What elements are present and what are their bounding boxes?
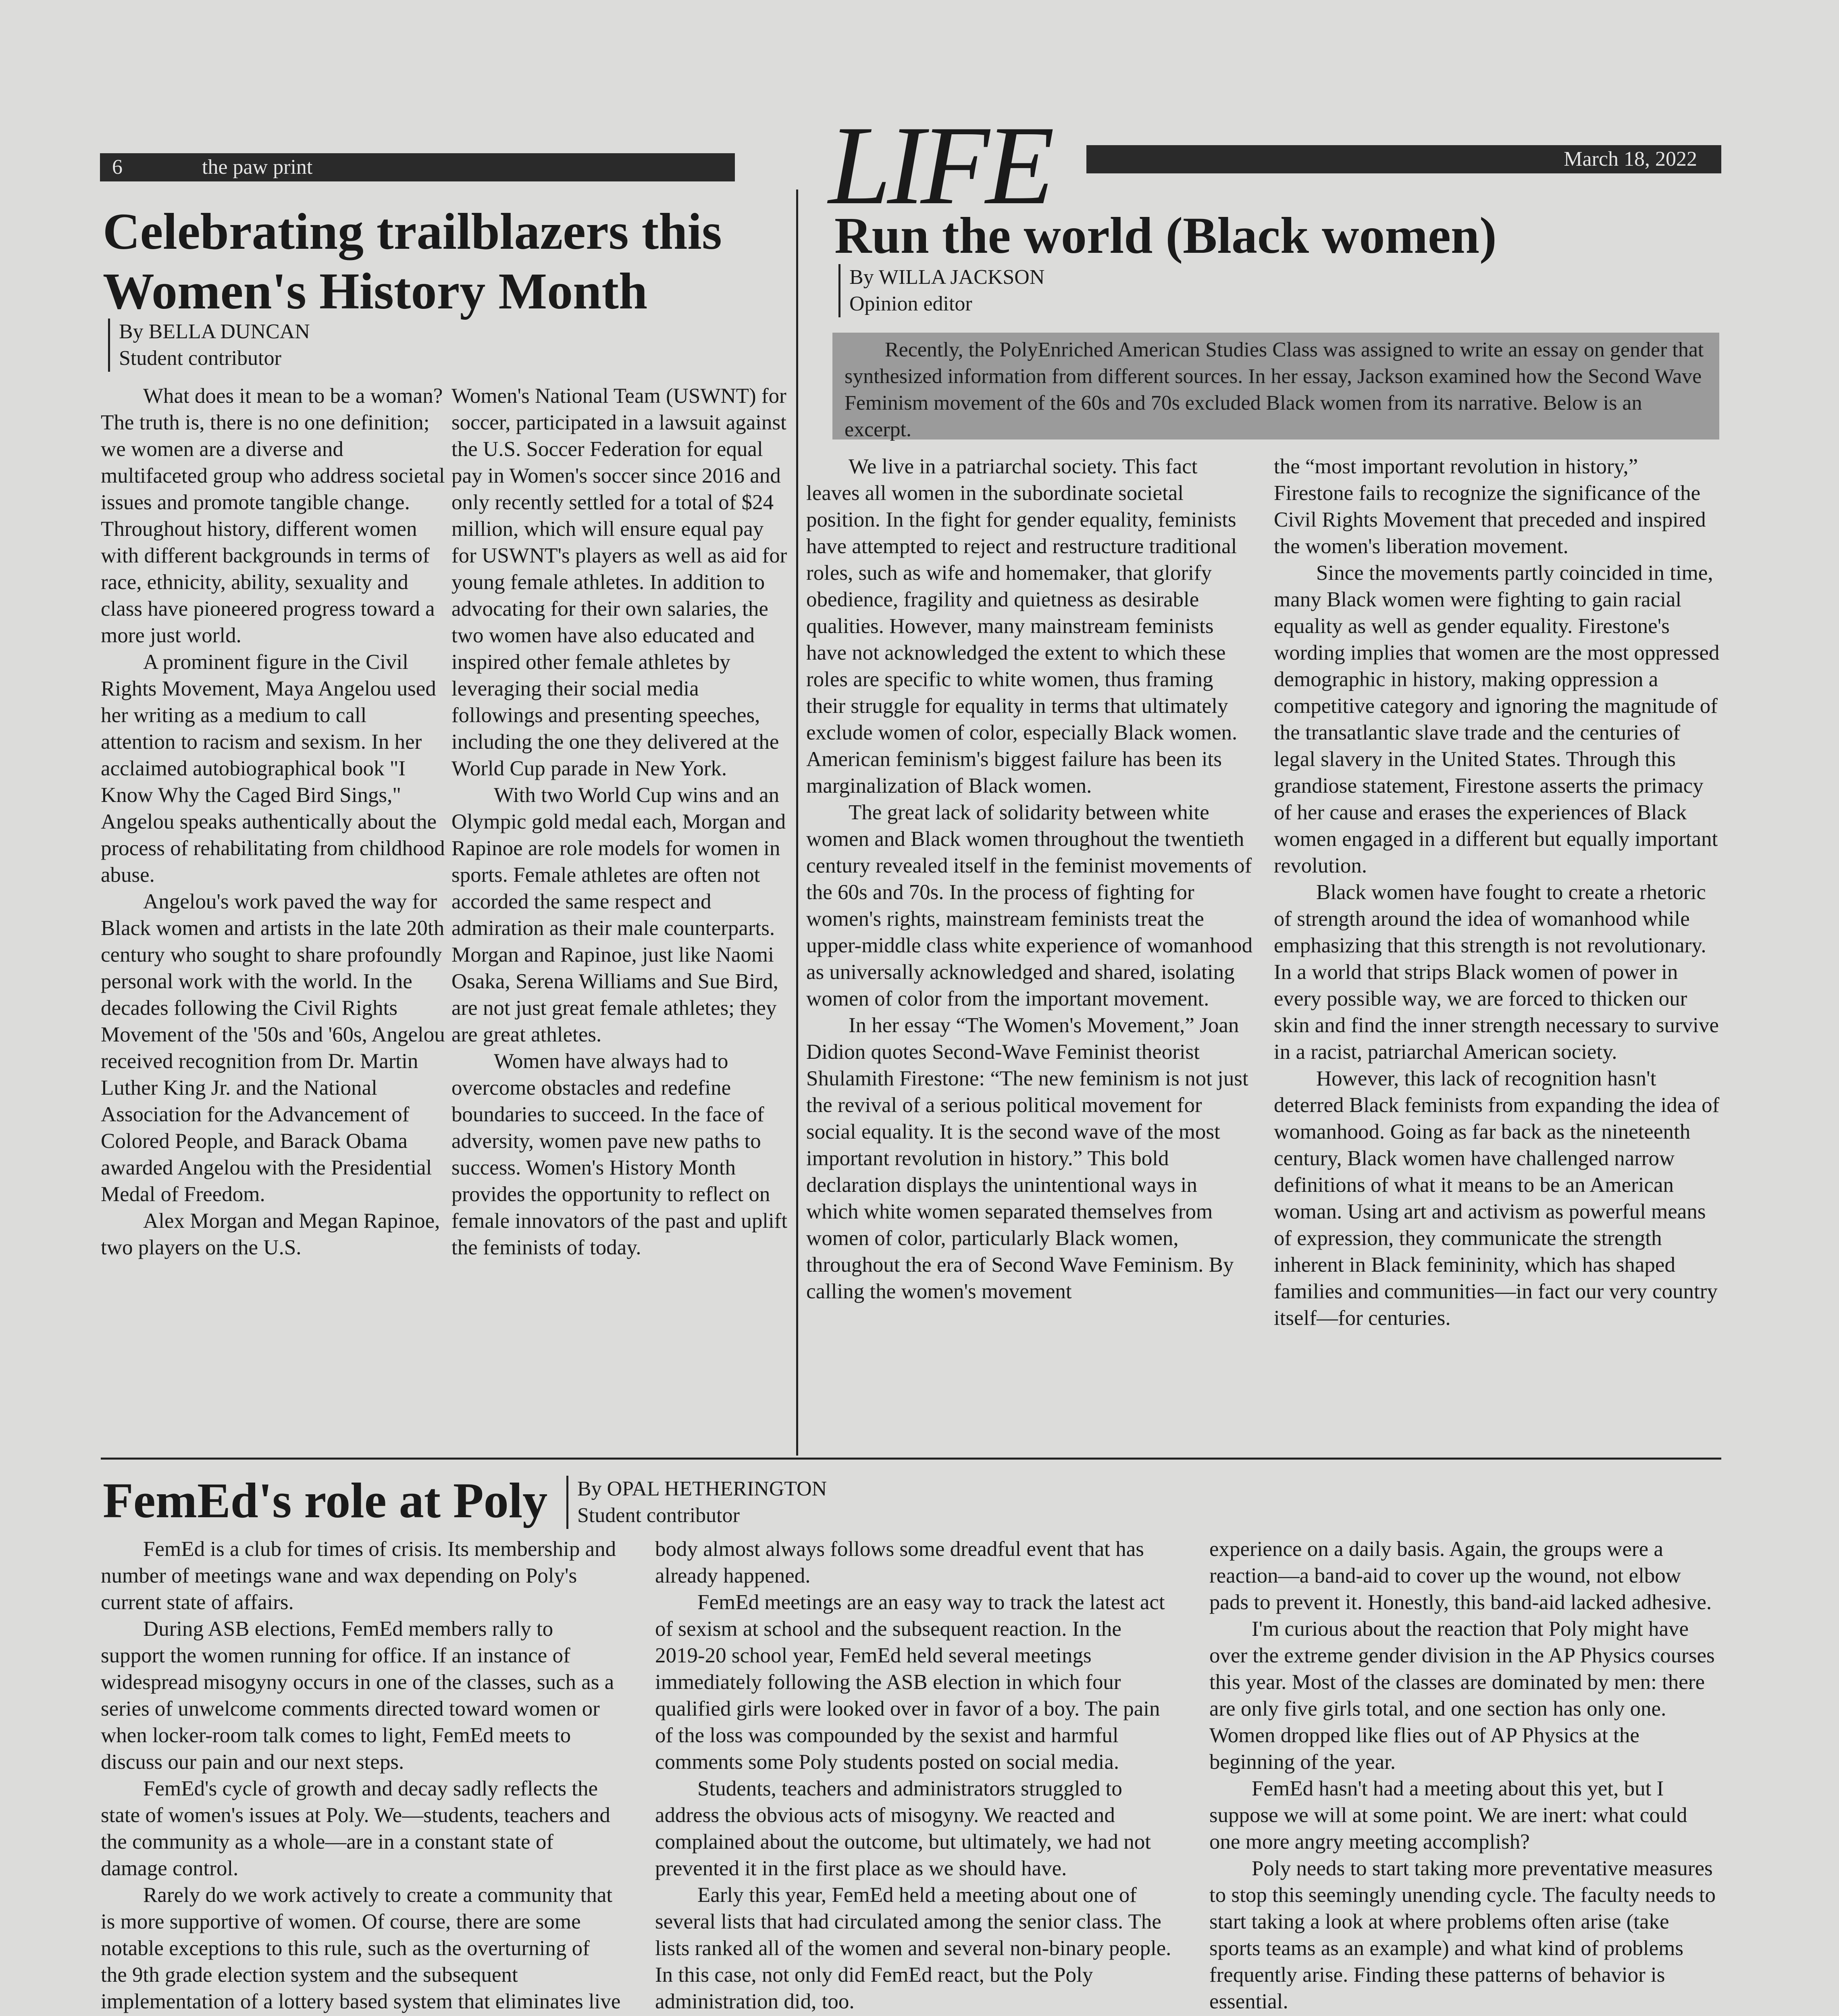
article3-paragraph: FemEd's cycle of growth and decay sadly reflects the state of women's issues at Poly. We—students, teachers and the community as a whole—are in a constant state of damage control. [101,1776,610,1880]
article1-paragraph: A prominent figure in the Civil Rights Movement, Maya Angelou used her writing as a medium to call attention to racism and sexism. In her acclaimed autobiographical book "I Know Why the Caged Bird Sings," Angelou speaks authentically about the process of rehabilitating from childhood abuse. [101,650,445,887]
article1-column-2 [451,383,788,1261]
article1-paragraph: What does it mean to be a woman? The truth is, there is no one definition; we women are a diverse and multifaceted group who address societal issues and promote tangible change. Throughout history, different women with different backgrounds in terms of race, ethnicity, ability, sexuality and class have pioneered progress toward a more just world. [101,384,445,647]
article2-column-2 [1274,454,1721,1331]
section-title: LIFE [828,102,1051,228]
article1-paragraph: Women's National Team (USWNT) for soccer, participated in a lawsuit against the U.S. Soccer Federation for equal pay in Women's soccer since 2016 and only recently settled for a total of $24 million, which will ensure equal pay for USWNT's players as well as aid for young female athletes. In addition to advocating for their own salaries, the two women have also educated and inspired other female athletes by leveraging their social media followings and presenting speeches, including the one they delivered at the World Cup parade in New York. [451,384,787,780]
article3-role: Student contributor [577,1504,740,1527]
page-header-left [100,153,735,181]
article3-paragraph: FemEd is a club for times of crisis. Its membership and number of meetings wane and wax depending on Poly's current state of affairs. [101,1537,616,1614]
article3-column-3 [1209,1536,1721,2016]
article3-paragraph: Poly needs to start taking more preventative measures to stop this seemingly unending cycle. The faculty needs to start taking a look at where problems often arise (take sports teams as an example) and what kind of problems frequently arise. Finding these patterns of behavior is essential. [1209,1856,1716,2013]
article1-role: Student contributor [119,347,281,370]
article3-headline: FemEd's role at Poly [103,1473,548,1528]
article2-paragraph: Black women have fought to create a rhetoric of strength around the idea of womanhood while emphasizing that this strength is not revolutionary. In a world that strips Black women of power in every possible way, we are forced to thicken our skin and find the inner strength necessary to survive in a racist, patriarchal American society. [1274,880,1719,1064]
article3-byline [566,1476,929,1529]
section-divider [101,1458,1721,1460]
article3-paragraph: experience on a daily basis. Again, the groups were a reaction—a band-aid to cover up the wound, not elbow pads to prevent it. Honestly, this band-aid lacked adhesive. [1209,1537,1712,1614]
article2-byline [838,264,1201,317]
article2-role: Opinion editor [849,292,972,315]
article2-column-1 [806,454,1254,1305]
article2-paragraph: In her essay “The Women's Movement,” Joan Didion quotes Second-Wave Feminist theorist Shulamith Firestone: “The new feminism is not just the revival of a serious political movement for social equality. It is the second wave of the most important revolution in history.” This bold declaration displays the unintentional ways in which white women separated themselves from women of color, particularly Black women, throughout the era of Second Wave Feminism. By calling the women's movement [806,1013,1248,1303]
article3-column-1 [101,1536,621,2016]
article1-author: By BELLA DUNCAN [119,320,310,343]
article2-author: By WILLA JACKSON [849,266,1045,289]
article1-headline: Celebrating trailblazers this Women's History Month [103,203,722,320]
article2-paragraph: However, this lack of recognition hasn't deterred Black feminists from expanding the idea of womanhood. Going as far back as the nineteenth century, Black women have challenged narrow definitions of what it means to be an American woman. Using art and activism as powerful means of expression, they communicate the strength inherent in Black femininity, which has shaped families and communities—in fact our very country itself—for centuries. [1274,1066,1720,1330]
article3-author: By OPAL HETHERINGTON [577,1477,827,1500]
article3-paragraph: During ASB elections, FemEd members rally to support the women running for office. If an instance of widespread misogyny occurs in one of the classes, such as a series of unwelcome comments directed toward women or when locker-room talk comes to light, FemEd meets to discuss our pain and our next steps. [101,1617,614,1774]
article2-paragraph: The great lack of solidarity between white women and Black women throughout the twentieth century revealed itself in the feminist movements of the 60s and 70s. In the process of fighting for women's rights, mainstream feminists treat the upper-middle class white experience of womanhood as universally acknowledged and shared, isolating women of color from the important movement. [806,800,1253,1010]
article1-paragraph: With two World Cup wins and an Olympic gold medal each, Morgan and Rapinoe are role models for women in sports. Female athletes are often not accorded the same respect and admiration as their male counterparts. Morgan and Rapinoe, just like Naomi Osaka, Serena Williams and Sue Bird, are not just great female athletes; they are great athletes. [451,783,786,1046]
article3-paragraph: Early this year, FemEd held a meeting about one of several lists that had circulated among the senior class. The lists ranked all of the women and several non-binary people. In this case, not only did FemEd react, but the Poly administration did, too. [655,1883,1171,2013]
article3-paragraph: FemEd meetings are an easy way to track the latest act of sexism at school and the subsequent reaction. In the 2019-20 school year, FemEd held several meetings immediately following the ASB election in which four qualified girls were looked over in favor of a boy. The pain of the loss was compounded by the sexist and harmful comments some Poly students posted on social media. [655,1590,1165,1774]
article2-paragraph: the “most important revolution in history,” Firestone fails to recognize the significance of the Civil Rights Movement that preceded and inspired the women's liberation movement. [1274,455,1706,558]
article2-headline: Run the world (Black women) [834,207,1497,264]
article3-paragraph: Rarely do we work actively to create a community that is more supportive of women. Of course, there are some notable exceptions to this rule, such as the overturning of the 9th grade election system and the subsequent implementation of a lottery based system that eliminates live [101,1883,621,2013]
article3-paragraph: FemEd hasn't had a meeting about this yet, but I suppose we will at some point. We are inert: what could one more angry meeting accomplish? [1209,1776,1687,1854]
article1-column-1 [101,383,445,1261]
article1-paragraph: Women have always had to overcome obstacles and redefine boundaries to succeed. In the face of adversity, women pave new paths to success. Women's History Month provides the opportunity to reflect on female innovators of the past and uplift the feminists of today. [451,1049,788,1259]
paper-name: the paw print [202,156,313,179]
page-number: 6 [112,156,123,179]
article3-paragraph: Students, teachers and administrators struggled to address the obvious acts of misogyny. We reacted and complained about the outcome, but ultimately, we had not prevented it in the first place as we should have. [655,1776,1151,1880]
article2-paragraph: We live in a patriarchal society. This fact leaves all women in the subordinate societal position. In the fight for gender equality, feminists have attempted to reject and restructure traditional roles, such as wife and homemaker, that glorify obedience, fragility and quietness as desirable qualities. However, many mainstream feminists have not acknowledged the extent to which these roles are specific to white women, thus framing their struggle for equality in terms that ultimately exclude women of color, especially Black women. American feminism's biggest failure has been its marginalization of Black women. [806,455,1238,798]
article3-column-2 [655,1536,1175,2016]
article2-paragraph: Since the movements partly coincided in time, many Black women were fighting to gain racial equality as well as gender equality. Firestone's wording implies that women are the most oppressed demographic in history, making oppression a competitive category and ignoring the magnitude of the transatlantic slave trade and the centuries of legal slavery in the United States. Through this grandiose statement, Firestone asserts the primacy of her cause and erases the experiences of Black women engaged in a different but equally important revolution. [1274,561,1720,877]
article1-paragraph: Angelou's work paved the way for Black women and artists in the late 20th century who sought to share profoundly personal work with the world. In the decades following the Civil Rights Movement of the '50s and '60s, Angelou received recognition from Dr. Martin Luther King Jr. and the National Association for the Advancement of Colored People, and Barack Obama awarded Angelou with the Presidential Medal of Freedom. [101,889,445,1206]
page-header-right [1086,145,1721,173]
article2-intro-box: Recently, the PolyEnriched American Studies Class was assigned to write an essay on gender that synthesized information from different sources. In her essay, Jackson examined how the Second Wave Feminism movement of the 60s and 70s excluded Black women from its narrative. Below is an excerpt. [832,333,1719,439]
article3-paragraph: body almost always follows some dreadful event that has already happened. [655,1537,1144,1587]
column-rule [796,190,798,1456]
article1-byline [108,319,471,372]
issue-date: March 18, 2022 [1564,148,1697,171]
article1-paragraph: Alex Morgan and Megan Rapinoe, two players on the U.S. [101,1209,440,1259]
article3-paragraph: I'm curious about the reaction that Poly might have over the extreme gender division in the AP Physics courses this year. Most of the classes are dominated by men: there are only five girls total, and one section has only one. Women dropped like flies out of AP Physics at the beginning of the year. [1209,1617,1715,1774]
